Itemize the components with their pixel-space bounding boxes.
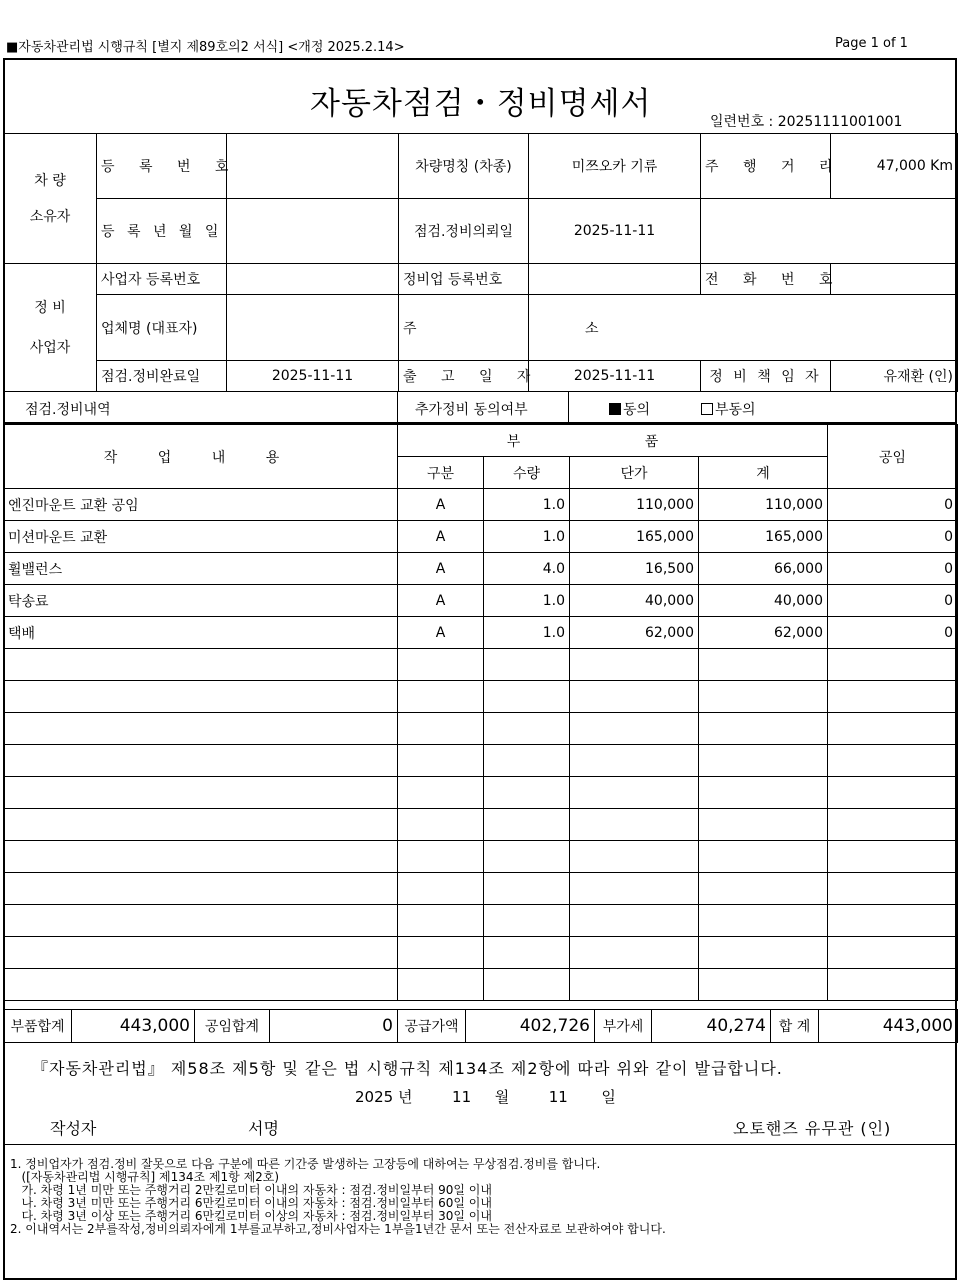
details-label: 점검.정비내역 [25, 402, 111, 418]
empty-table-row [4, 841, 958, 873]
row-unit: 62,000 [570, 617, 699, 649]
row-qty [484, 809, 570, 841]
issue-year: 2025 [355, 1088, 394, 1106]
row-work [4, 905, 398, 937]
details-row [3, 391, 957, 424]
reg-date-label: 등 록 년 월 일 [97, 199, 227, 264]
complete-date-value: 2025-11-11 [227, 361, 399, 392]
issue-date: 2025 년 11 월 11 일 [355, 1088, 616, 1106]
row-labor [828, 681, 958, 713]
note-line: 1. 정비업자가 점검.정비 잘못으로 다음 구분에 따른 기간중 발생하는 고장등에 대하여는 무상점검.정비를 합니다. [10, 1157, 601, 1171]
table-row [4, 521, 958, 553]
page-indicator: Page 1 of 1 [835, 36, 908, 51]
parts-total-label: 부품합계 [4, 1010, 72, 1043]
vehicle-section-label: 차 량 소유자 [4, 134, 97, 264]
col-qty-header: 수량 [484, 457, 570, 489]
vehicle-info-table [3, 133, 958, 264]
row-unit [570, 841, 699, 873]
row-unit: 110,000 [570, 489, 699, 521]
sign-label: 서명 [248, 1119, 279, 1138]
reg-no-value [227, 134, 399, 199]
unchecked-box-icon [701, 403, 713, 415]
row-unit: 165,000 [570, 521, 699, 553]
table-row [4, 553, 958, 585]
request-date-value: 2025-11-11 [529, 199, 701, 264]
row-work [4, 681, 398, 713]
row-work [4, 649, 398, 681]
row-unit [570, 937, 699, 969]
biz-no-label: 사업자 등록번호 [97, 264, 227, 295]
row-qty: 4.0 [484, 553, 570, 585]
row-total [699, 841, 828, 873]
row-unit [570, 809, 699, 841]
row-total: 62,000 [699, 617, 828, 649]
row-type: A [398, 489, 484, 521]
row-work [4, 969, 398, 1001]
row-qty [484, 905, 570, 937]
notes [10, 1158, 954, 1236]
grand-total-value: 443,000 [819, 1010, 958, 1043]
row-type [398, 681, 484, 713]
row-total [699, 905, 828, 937]
checked-box-icon [609, 403, 621, 415]
empty-table-row [4, 937, 958, 969]
parts-total-value: 443,000 [72, 1010, 195, 1043]
writer-label: 작성자 [50, 1119, 97, 1138]
row-labor: 0 [828, 521, 958, 553]
empty-table-row [4, 745, 958, 777]
row-unit [570, 713, 699, 745]
manager-label: 정 비 책 임 자 [701, 361, 831, 392]
row-total [699, 873, 828, 905]
row-work [4, 809, 398, 841]
work-items-table [3, 424, 958, 1001]
row-unit [570, 905, 699, 937]
parts-header: 부 품 [398, 425, 828, 457]
row-total [699, 969, 828, 1001]
model-label: 차량명칭 (차종) [399, 134, 529, 199]
row-type [398, 873, 484, 905]
consent-label: 추가정비 동의여부 [415, 402, 528, 418]
row-total [699, 745, 828, 777]
serial-number: 일련번호 : 20251111001001 [710, 114, 903, 130]
grand-total-label: 합 계 [771, 1010, 819, 1043]
row-unit [570, 745, 699, 777]
col-unit-header: 단가 [570, 457, 699, 489]
labor-header: 공임 [828, 425, 958, 489]
consent-disagree-checkbox[interactable]: 부동의 [701, 399, 756, 419]
totals-table [3, 1009, 958, 1043]
row-labor [828, 905, 958, 937]
supply-value: 402,726 [466, 1010, 595, 1043]
mileage-value: 47,000 Km [831, 134, 958, 199]
work-items-body [4, 489, 958, 1001]
model-value: 미쯔오카 기류 [529, 134, 701, 199]
empty-table-row [4, 873, 958, 905]
row-qty: 1.0 [484, 585, 570, 617]
consent-agree-checkbox[interactable]: 동의 [609, 399, 650, 419]
note-line: ([자동차관리법 시행규칙] 제134조 제1항 제2호) [10, 1170, 280, 1184]
row-unit [570, 969, 699, 1001]
row-labor: 0 [828, 585, 958, 617]
empty-table-row [4, 649, 958, 681]
row-qty [484, 969, 570, 1001]
col-total-header: 계 [699, 457, 828, 489]
phone-label: 전 화 번 호 [701, 264, 831, 295]
complete-date-label: 점검.정비완료일 [97, 361, 227, 392]
shop-info-table [3, 263, 958, 392]
row-qty [484, 745, 570, 777]
phone-value [831, 264, 958, 295]
row-total: 110,000 [699, 489, 828, 521]
row-work: 미션마운트 교환 [4, 521, 398, 553]
row-unit [570, 777, 699, 809]
row-unit: 40,000 [570, 585, 699, 617]
row-labor [828, 777, 958, 809]
row-type [398, 649, 484, 681]
release-date-label: 출 고 일 자 [399, 361, 529, 392]
row-labor [828, 713, 958, 745]
empty-table-row [4, 777, 958, 809]
row-labor [828, 841, 958, 873]
note-line: 나. 차령 3년 미만 또는 주행거리 6만킬로미터 이내의 자동차 : 점검.정비일부터 60일 이내 [10, 1196, 492, 1210]
biz-no-value [227, 264, 399, 295]
row-type [398, 969, 484, 1001]
row-qty [484, 681, 570, 713]
issue-month: 11 [452, 1088, 472, 1106]
issue-day: 11 [548, 1088, 568, 1106]
row-labor: 0 [828, 489, 958, 521]
row-work: 탁송료 [4, 585, 398, 617]
row-labor [828, 745, 958, 777]
row-labor [828, 969, 958, 1001]
row-unit [570, 649, 699, 681]
row-labor: 0 [828, 553, 958, 585]
row-type [398, 713, 484, 745]
row-type [398, 905, 484, 937]
row-total [699, 649, 828, 681]
labor-total-value: 0 [270, 1010, 398, 1043]
release-date-value: 2025-11-11 [529, 361, 701, 392]
row-unit [570, 873, 699, 905]
empty-table-row [4, 969, 958, 1001]
row-qty [484, 713, 570, 745]
row-work [4, 777, 398, 809]
row-total [699, 713, 828, 745]
row-type: A [398, 553, 484, 585]
row-type [398, 777, 484, 809]
row-type: A [398, 585, 484, 617]
row-labor: 0 [828, 617, 958, 649]
empty-table-row [4, 809, 958, 841]
row-type [398, 809, 484, 841]
row-unit: 16,500 [570, 553, 699, 585]
row-work [4, 873, 398, 905]
row-labor [828, 649, 958, 681]
row-qty: 1.0 [484, 521, 570, 553]
company-value [227, 295, 399, 361]
row-labor [828, 937, 958, 969]
row-total: 66,000 [699, 553, 828, 585]
company-label: 업체명 (대표자) [97, 295, 227, 361]
request-date-label: 점검.정비의뢰일 [399, 199, 529, 264]
row-qty [484, 777, 570, 809]
row-work [4, 937, 398, 969]
row-work [4, 713, 398, 745]
row-type: A [398, 617, 484, 649]
manager-value: 유재환 (인) [831, 361, 958, 392]
row-unit [570, 681, 699, 713]
row-work: 휠밸런스 [4, 553, 398, 585]
row-type [398, 745, 484, 777]
row-total [699, 809, 828, 841]
note-line: 2. 이내역서는 2부를작성,정비의뢰자에게 1부를교부하고,정비사업자는 1부을1년간 문서 또는 전산자료로 보관하여야 합니다. [10, 1222, 666, 1236]
vat-value: 40,274 [652, 1010, 771, 1043]
document-title: 자동차점검・정비명세서 [310, 86, 652, 122]
row-qty [484, 873, 570, 905]
labor-total-label: 공임합계 [195, 1010, 270, 1043]
table-row [4, 617, 958, 649]
row-type [398, 841, 484, 873]
row-labor [828, 809, 958, 841]
note-line: 가. 차령 1년 미만 또는 주행거리 2만킬로미터 이내의 자동차 : 점검.정비일부터 90일 이내 [10, 1183, 492, 1197]
table-row [4, 489, 958, 521]
notes-divider [3, 1144, 957, 1145]
row-type: A [398, 521, 484, 553]
row-total [699, 937, 828, 969]
row-work: 택배 [4, 617, 398, 649]
table-row [4, 585, 958, 617]
row-work [4, 745, 398, 777]
row-qty [484, 649, 570, 681]
note-line: 다. 차령 3년 이상 또는 주행거리 6만킬로미터 이상의 자동차 : 점검.정비일부터 30일 이내 [10, 1209, 492, 1223]
empty-table-row [4, 713, 958, 745]
supply-label: 공급가액 [398, 1010, 466, 1043]
row-qty: 1.0 [484, 617, 570, 649]
shop-reg-value [529, 264, 701, 295]
col-type-header: 구분 [398, 457, 484, 489]
reg-date-value [227, 199, 399, 264]
row-type [398, 937, 484, 969]
row-labor [828, 873, 958, 905]
form-reference: ■자동차관리법 시행규칙 [별지 제89호의2 서식] <개정 2025.2.14> [6, 40, 405, 55]
row-qty [484, 937, 570, 969]
legal-statement: 『자동차관리법』 제58조 제5항 및 같은 법 시행규칙 제134조 제2항에 따라 위와 같이 발급합니다. [32, 1059, 783, 1078]
company-signature: 오토핸즈 유무관 (인) [733, 1119, 892, 1138]
row-work [4, 841, 398, 873]
row-work: 엔진마운트 교환 공임 [4, 489, 398, 521]
row-qty: 1.0 [484, 489, 570, 521]
row-total [699, 777, 828, 809]
address-label: 주 소 [399, 295, 529, 361]
empty-table-row [4, 681, 958, 713]
row-total: 40,000 [699, 585, 828, 617]
vat-label: 부가세 [595, 1010, 652, 1043]
reg-no-label: 등 록 번 호 [97, 134, 227, 199]
row-qty [484, 841, 570, 873]
row-total [699, 681, 828, 713]
work-header: 작 업 내 용 [4, 425, 398, 489]
shop-section-label: 정 비 사업자 [4, 264, 97, 392]
mileage-label: 주 행 거 리 [701, 134, 831, 199]
shop-reg-label: 정비업 등록번호 [399, 264, 529, 295]
row-total: 165,000 [699, 521, 828, 553]
empty-table-row [4, 905, 958, 937]
empty-cell [701, 199, 958, 264]
